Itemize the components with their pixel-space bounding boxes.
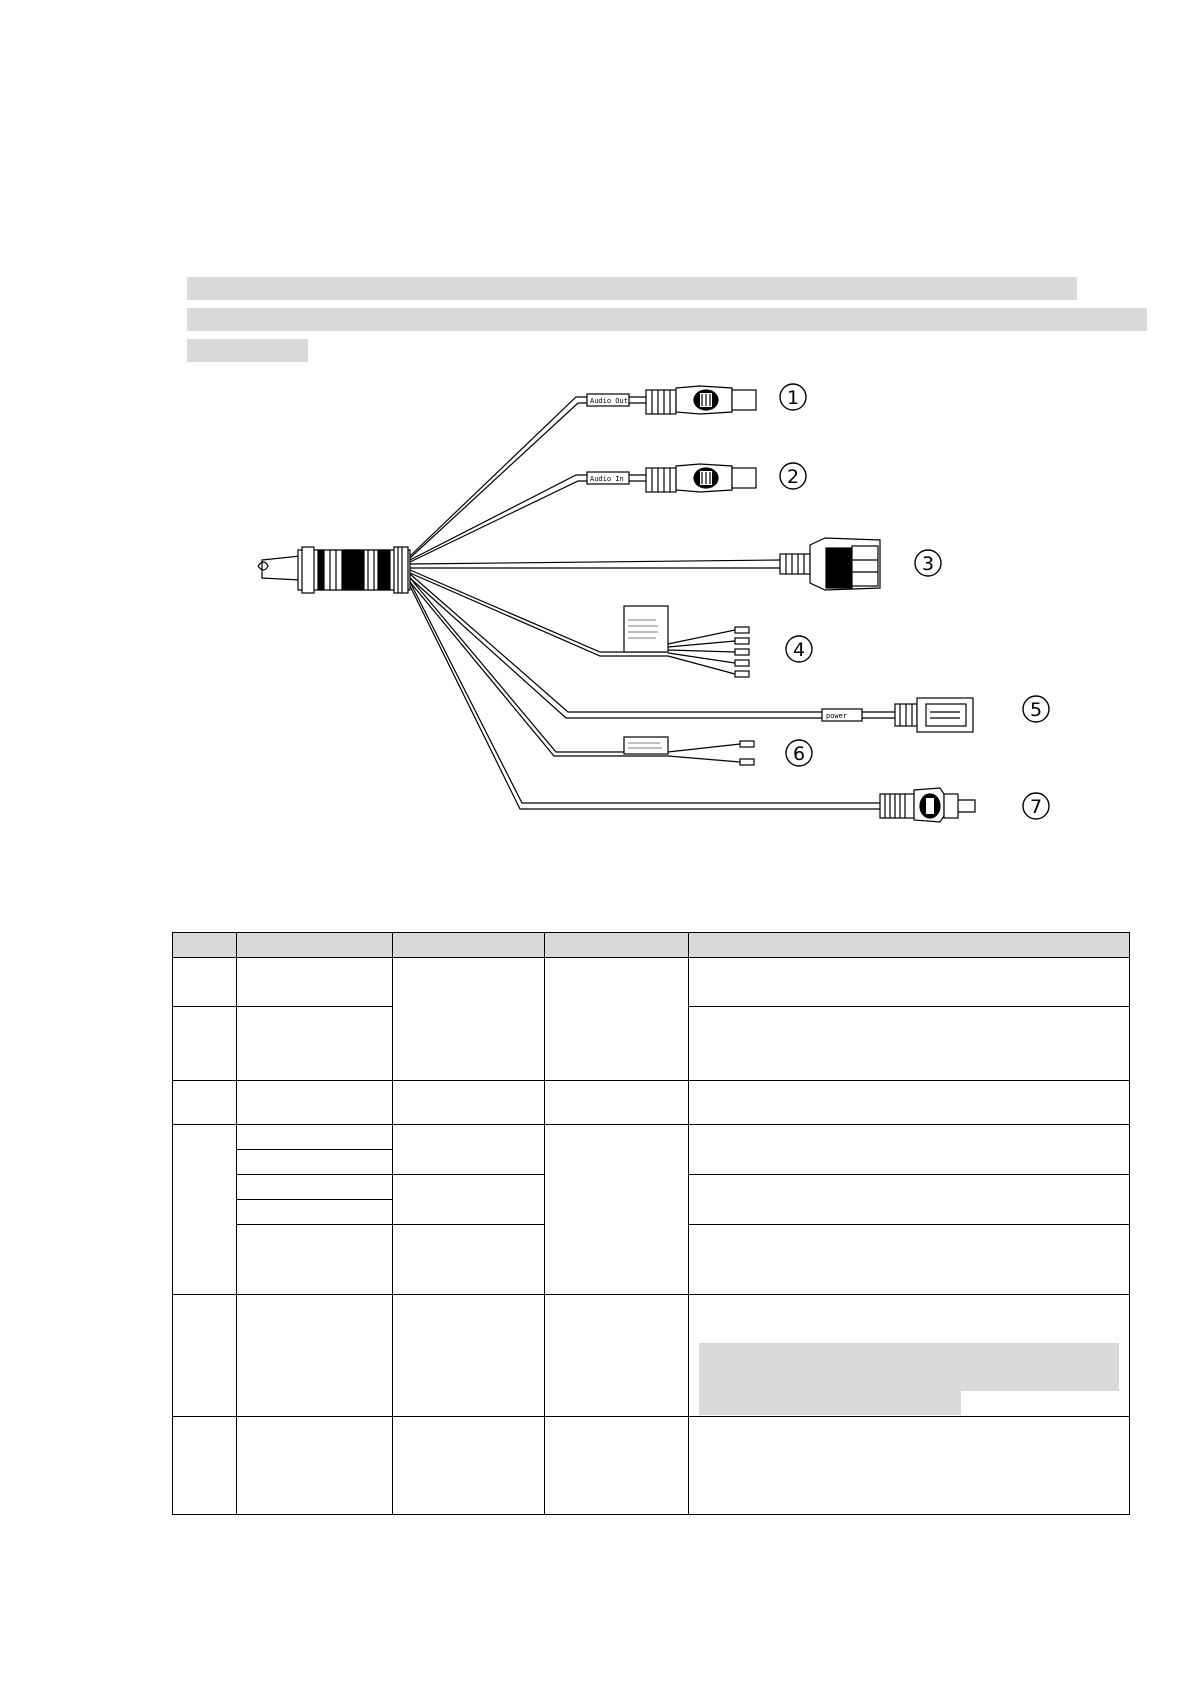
table-cell xyxy=(237,1150,393,1175)
callout-2: 2 xyxy=(786,466,800,488)
table-cell xyxy=(689,1417,1130,1515)
table-cell xyxy=(237,1295,393,1417)
table-cell xyxy=(393,958,545,1081)
table-cell xyxy=(689,1175,1130,1225)
header-cell xyxy=(545,933,689,958)
label-audio-in: Audio In xyxy=(590,475,624,483)
callout-4: 4 xyxy=(792,639,806,661)
table-cell xyxy=(689,1295,1130,1417)
table-cell xyxy=(393,1417,545,1515)
callout-5: 5 xyxy=(1029,699,1043,721)
table-cell xyxy=(545,1295,689,1417)
table-cell xyxy=(173,958,237,1007)
table-cell xyxy=(545,958,689,1081)
header-cell xyxy=(173,933,237,958)
table-cell xyxy=(393,1175,545,1225)
table-cell xyxy=(393,1295,545,1417)
table-cell xyxy=(237,1417,393,1515)
table-cell xyxy=(545,1125,689,1295)
main-cable xyxy=(258,556,300,580)
redacted-note-line-2 xyxy=(699,1391,961,1415)
table-cell xyxy=(237,1200,393,1225)
table-cell xyxy=(237,1125,393,1150)
table-cell xyxy=(689,1225,1130,1295)
table-row xyxy=(173,1417,1130,1515)
table-row xyxy=(173,1081,1130,1125)
table-row xyxy=(173,1125,1130,1150)
wire-power xyxy=(410,574,973,732)
table-cell xyxy=(393,1081,545,1125)
table-cell xyxy=(393,1125,545,1175)
table-cell xyxy=(237,958,393,1007)
redacted-note-line-1 xyxy=(699,1343,1119,1391)
wire-video xyxy=(410,582,975,822)
table-cell xyxy=(545,1417,689,1515)
callout-3: 3 xyxy=(921,553,935,575)
table-cell xyxy=(173,1007,237,1081)
table-cell xyxy=(173,1417,237,1515)
table-cell xyxy=(689,1125,1130,1175)
header-cell xyxy=(393,933,545,958)
table-cell xyxy=(545,1081,689,1125)
table-cell xyxy=(237,1081,393,1125)
header-cell xyxy=(237,933,393,958)
main-connector xyxy=(298,547,410,593)
table-cell xyxy=(237,1225,393,1295)
label-audio-out: Audio Out xyxy=(590,397,628,405)
table-cell xyxy=(173,1081,237,1125)
wire-rs485 xyxy=(410,578,754,765)
callout-7: 7 xyxy=(1029,796,1043,818)
ports-table xyxy=(172,932,1130,1515)
table-row xyxy=(173,1295,1130,1417)
label-power: power xyxy=(826,712,848,720)
wire-audio-in xyxy=(410,464,756,562)
table-cell xyxy=(689,1007,1130,1081)
table-cell xyxy=(689,958,1130,1007)
table-cell xyxy=(173,1125,237,1295)
callout-1: 1 xyxy=(786,387,800,409)
table-cell xyxy=(237,1007,393,1081)
header-cell xyxy=(689,933,1130,958)
callout-6: 6 xyxy=(792,743,806,765)
table-cell xyxy=(689,1081,1130,1125)
table-cell xyxy=(237,1175,393,1200)
table-cell xyxy=(173,1295,237,1417)
wire-network xyxy=(410,538,880,590)
table-cell xyxy=(393,1225,545,1295)
table-header-row xyxy=(173,933,1130,958)
table-row xyxy=(173,958,1130,1007)
